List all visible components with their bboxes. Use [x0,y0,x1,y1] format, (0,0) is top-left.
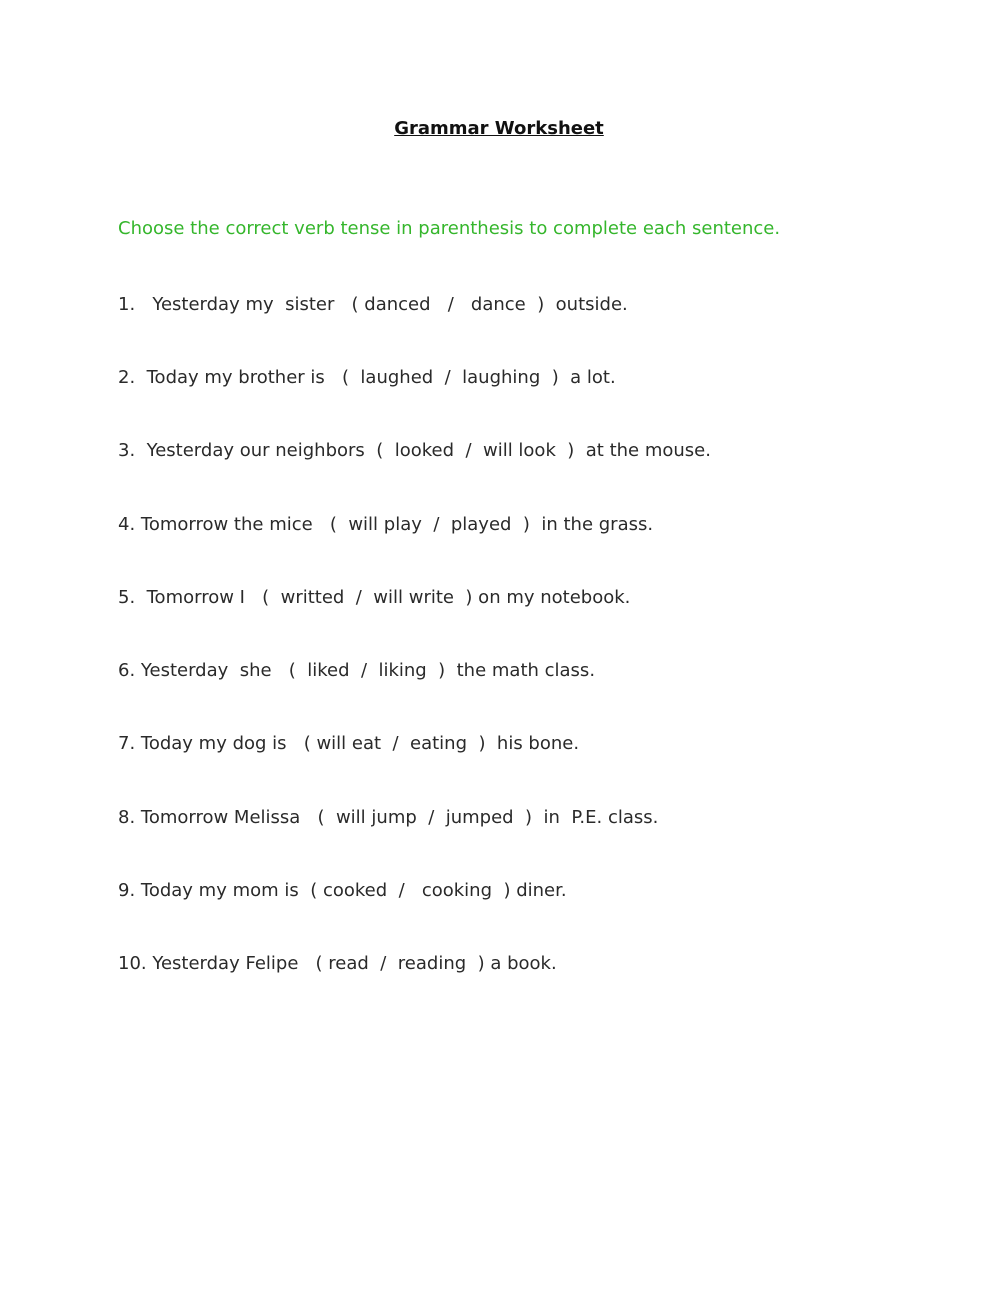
instruction-text: Choose the correct verb tense in parenthesis to complete each sentence. [118,218,781,239]
question-9: 9. Today my mom is ( cooked / cooking ) diner. [118,880,567,901]
page-title: Grammar Worksheet [394,118,604,139]
question-1: 1. Yesterday my sister ( danced / dance ) outside. [118,294,628,315]
question-6: 6. Yesterday she ( liked / liking ) the math class. [118,660,596,681]
question-8: 8. Tomorrow Melissa ( will jump / jumped ) in P.E. class. [118,807,659,828]
question-4: 4. Tomorrow the mice ( will play / played ) in the grass. [118,514,654,535]
question-5: 5. Tomorrow I ( writted / will write ) on my notebook. [118,587,631,608]
question-7: 7. Today my dog is ( will eat / eating ) his bone. [118,733,580,754]
question-10: 10. Yesterday Felipe ( read / reading ) a book. [118,953,557,974]
question-2: 2. Today my brother is ( laughed / laughing ) a lot. [118,367,616,388]
question-3: 3. Yesterday our neighbors ( looked / will look ) at the mouse. [118,440,711,461]
